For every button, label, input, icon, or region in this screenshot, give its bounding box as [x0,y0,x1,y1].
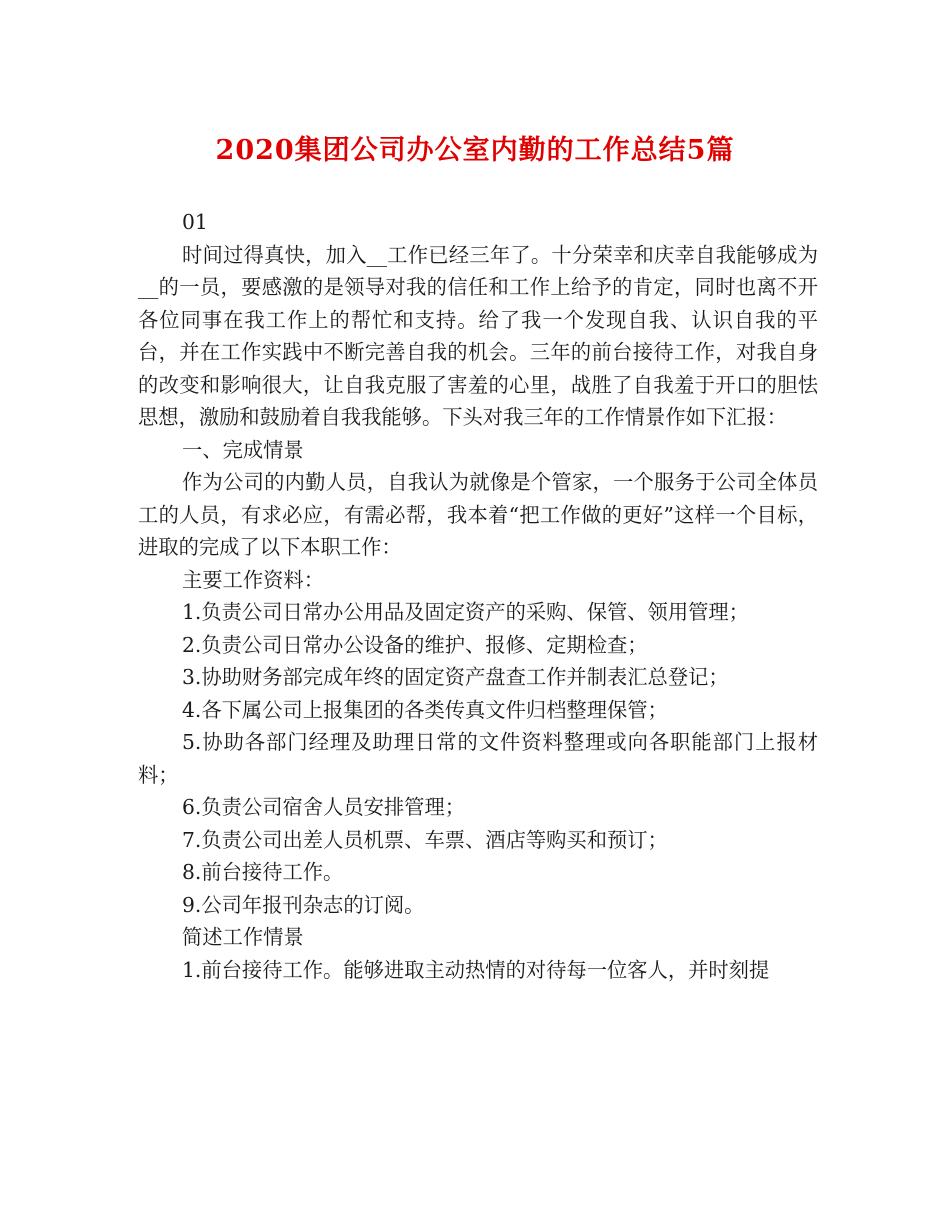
summary-item-1: 1.前台接待工作。能够进取主动热情的对待每一位客人，并时刻提 [182,957,770,982]
list-item-9: 9.公司年报刊杂志的订阅。 [182,892,425,917]
heading-completion: 一、完成情景 [182,437,304,462]
list-item-8: 8.前台接待工作。 [182,860,344,884]
list-item-1: 1.负责公司日常办公用品及固定资产的采购、保管、领用管理； [182,600,749,624]
list-item-3: 3.协助财务部完成年终的固定资产盘查工作并制表汇总登记； [182,665,729,689]
list-item-2: 2.负责公司日常办公设备的维护、报修、定期检查； [182,632,648,657]
section-number: 01 [182,210,208,234]
list-item-4: 4.各下属公司上报集团的各类传真文件归档整理保管； [182,697,668,722]
list-item-7: 7.负责公司出差人员机票、车票、酒店等购买和预订； [182,827,668,852]
heading-main-work: 主要工作资料： [182,567,324,592]
paragraph-role: 作为公司的内勤人员，自我认为就像是个管家，一个服务于公司全体员工的人员，有求必应，有需必帮，我本着“把工作做的更好”这样一个目标，进取的完成了以下本职工作： [138,470,818,559]
list-item-6: 6.负责公司宿舍人员安排管理； [182,795,466,819]
paragraph-intro: 时间过得真快，加入__工作已经三年了。十分荣幸和庆幸自我能够成为__的一员，要感激的是领导对我的信任和工作上给予的肯定，同时也离不开各位同事在我工作上的帮忙和支持。给了我一个发现自我、认识自我的平台，并在工作实践中不断完善自我的机会。三年的前台接待工作，对我自身的改变和影响很大，让自我克服了害羞的心里，战胜了自我羞于开口的胆怯思想，激励和鼓励着自我我能够。下头对我三年的工作情景作如下汇报： [138,242,818,429]
list-item-5: 5.协助各部门经理及助理日常的文件资料整理或向各职能部门上报材料； [138,730,818,787]
document-title: 2020集团公司办公室内勤的工作总结5篇 [215,135,735,166]
document-body [138,206,818,986]
heading-summary: 简述工作情景 [182,925,304,949]
